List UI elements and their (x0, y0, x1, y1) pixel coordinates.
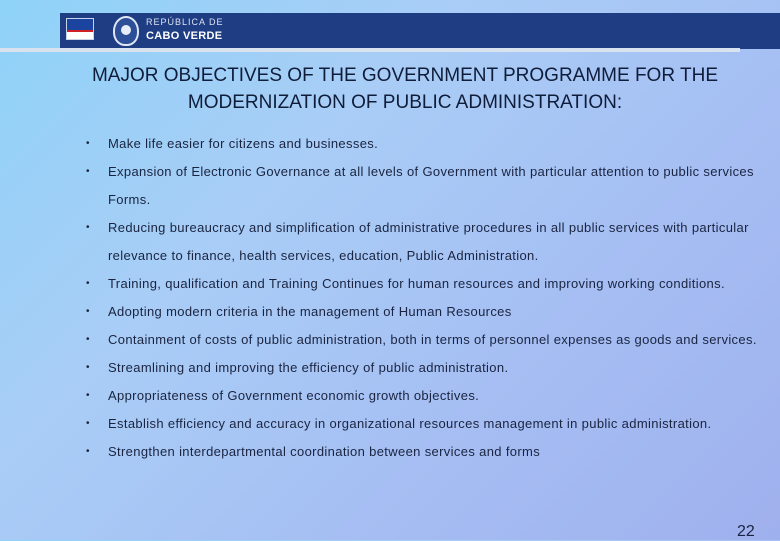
bullet-icon: • (86, 446, 90, 457)
list-item: • Expansion of Electronic Governance at all levels of Government with particular attention to public services Forms. (80, 158, 760, 214)
brand-title: CABO VERDE (146, 30, 223, 42)
cape-verde-flag-icon (66, 18, 94, 40)
bullet-icon: • (86, 334, 90, 345)
list-item: • Reducing bureaucracy and simplification of administrative procedures in all public services with particular relevance to finance, health services, education, Public Administration. (80, 214, 760, 270)
bullet-icon: • (86, 362, 90, 373)
government-emblem-icon (113, 16, 139, 46)
list-item: • Containment of costs of public administration, both in terms of personnel expenses as goods and services. (80, 326, 760, 354)
bullet-icon: • (86, 166, 90, 177)
list-item: • Make life easier for citizens and businesses. (80, 130, 760, 158)
slide-title: MAJOR OBJECTIVES OF THE GOVERNMENT PROGRAMME FOR THE MODERNIZATION OF PUBLIC ADMINISTRATION: (91, 65, 718, 113)
list-item: • Adopting modern criteria in the management of Human Resources (80, 298, 760, 326)
list-item: • Establish efficiency and accuracy in organizational resources management in public administration. (80, 410, 760, 438)
list-item: • Strengthen interdepartmental coordination between services and forms (80, 438, 760, 466)
objectives-list (80, 130, 760, 466)
bullet-icon: • (86, 306, 90, 317)
list-item: • Appropriateness of Government economic growth objectives. (80, 382, 760, 410)
list-item: • Training, qualification and Training Continues for human resources and improving working conditions. (80, 270, 760, 298)
list-item: • Streamlining and improving the efficiency of public administration. (80, 354, 760, 382)
bullet-icon: • (86, 278, 90, 289)
bullet-icon: • (86, 138, 90, 149)
brand-subtitle: REPÚBLICA DE (146, 17, 224, 27)
bullet-icon: • (86, 390, 90, 401)
header-divider (0, 48, 740, 52)
bullet-icon: • (86, 222, 90, 233)
bullet-icon: • (86, 418, 90, 429)
page-number: 22 (737, 523, 755, 540)
